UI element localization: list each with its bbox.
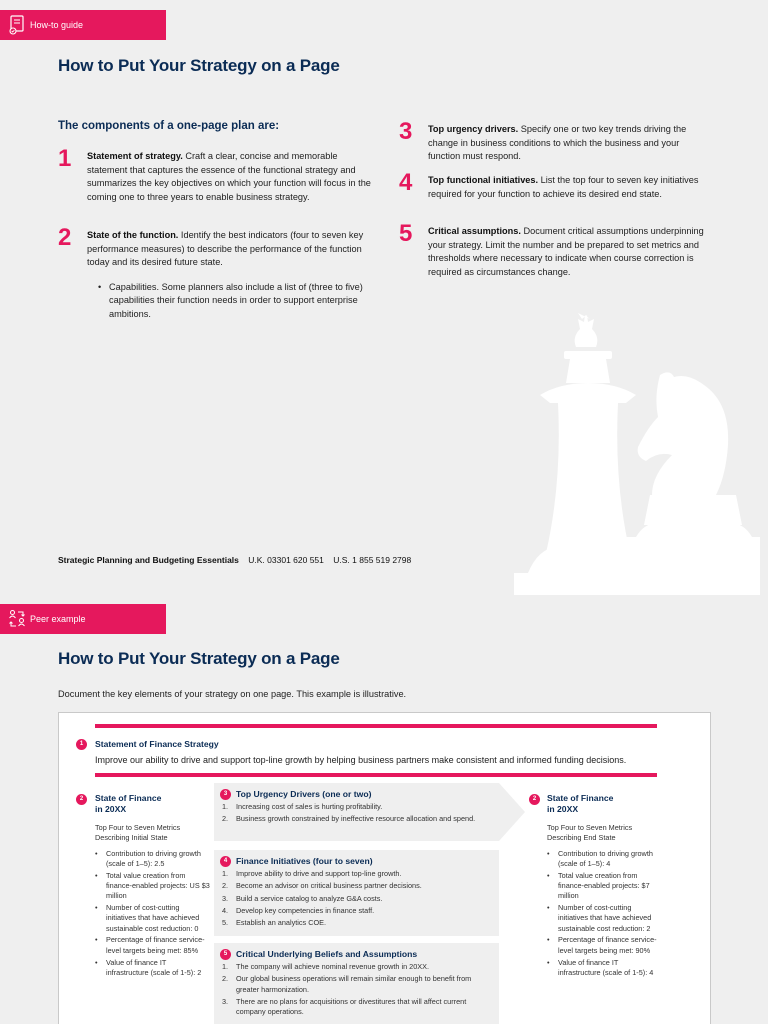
people-exchange-icon: [8, 609, 26, 629]
item-number: 1: [58, 145, 72, 172]
statement-text: Improve our ability to drive and support top-line growth by helping business partners make consistent and informed funding decisions.: [95, 755, 627, 765]
step-badge-4: 4: [220, 856, 231, 867]
footer-us-phone: U.S. 1 855 519 2798: [333, 555, 412, 565]
item-number: 1.: [222, 962, 229, 971]
step-badge-1: 1: [76, 739, 87, 750]
item-text: Improve ability to drive and support top-line growth.: [236, 869, 402, 878]
component-item-2: [58, 224, 377, 322]
tag-label: Peer example: [30, 614, 86, 624]
item-text: Document critical assumptions underpinning your strategy. Limit the number and be prepared to set metrics and thresholds where necessary to indicate when course correction is required as circumstances change.: [428, 226, 704, 277]
document-icon: [8, 15, 26, 35]
urgency-drivers-panel: [214, 783, 499, 841]
urgency-title-text: Top Urgency Drivers (one or two): [236, 789, 372, 799]
item-title: Top functional initiatives.: [428, 175, 539, 185]
item-text: Build a service catalog to analyze G&A costs.: [236, 893, 383, 903]
item-number: 2.: [222, 974, 229, 984]
title-line: State of Finance: [95, 793, 162, 803]
metric-item: • Total value creation from finance-enabled projects: US $3 million: [95, 871, 210, 902]
item-title: Critical assumptions.: [428, 226, 521, 236]
initiative-item: [222, 894, 492, 904]
footer-program-name: Strategic Planning and Budgeting Essentials: [58, 555, 239, 565]
item-text: Become an advisor on critical business partner decisions.: [236, 881, 422, 891]
beliefs-assumptions-panel: [214, 943, 499, 1024]
metric-item: • Contribution to driving growth (scale of 1–5): 4: [547, 849, 662, 870]
item-text: Establish an analytics COE.: [236, 918, 327, 928]
how-to-guide-tag: [0, 10, 166, 40]
peer-example-tag: [0, 604, 166, 634]
belief-item: [222, 974, 492, 995]
item-text: The company will achieve nominal revenue growth in 20XX.: [236, 962, 430, 971]
item-number: 3.: [222, 893, 229, 903]
item-number: 5.: [222, 918, 229, 928]
item-title: Top urgency drivers.: [428, 124, 519, 134]
item-number: 1.: [222, 869, 229, 878]
metrics-subtitle: [95, 823, 210, 844]
capabilities-bullet: • Capabilities. Some planners also include a list of (three to five) capabilities their function needs in order to support enterprise ambitions.: [98, 281, 377, 322]
title-line: State of Finance: [547, 793, 614, 803]
components-heading: The components of a one-page plan are:: [58, 120, 280, 132]
title-line: in 20XX: [95, 804, 127, 814]
initiative-item: [222, 906, 492, 916]
step-badge-2-left: 2: [76, 794, 87, 805]
initiatives-title-text: Finance Initiatives (four to seven): [236, 856, 373, 866]
beliefs-title: [220, 949, 417, 960]
item-number: 3.: [222, 996, 229, 1006]
item-text: Identify the best indicators (four to seven key performance measures) to describe the performance of the function today and its desired future state.: [87, 230, 364, 268]
item-title: State of the function.: [87, 230, 179, 240]
subtitle-line: Top Four to Seven Metrics: [547, 823, 633, 832]
footer-uk-phone: U.K. 03301 620 551: [248, 555, 324, 565]
step-badge-3: 3: [220, 789, 231, 800]
component-item-5: [399, 220, 713, 279]
item-number: 5: [399, 220, 413, 247]
item-text: Business growth constrained by ineffective resource allocation and spend.: [236, 814, 476, 824]
state-end-title: [547, 793, 613, 815]
title-line: in 20XX: [547, 804, 579, 814]
item-text: Craft a clear, concise and memorable statement that captures the essence of the functional strategy and summarizes the key objectives on which your function will focus in the coming one to three years to enable business strategy.: [87, 151, 371, 202]
state-initial-column: [95, 819, 210, 980]
item-number: 2.: [222, 881, 229, 891]
item-number: 1.: [222, 802, 229, 811]
item-text: List the top four to seven key initiatives required for your function to achieve its desired end state.: [428, 175, 699, 199]
metric-item: • Percentage of finance service-level targets being met: 85%: [95, 935, 210, 956]
item-number: 4: [399, 169, 413, 196]
step-badge-2-right: 2: [529, 794, 540, 805]
page-title: How to Put Your Strategy on a Page: [58, 56, 340, 75]
urgency-item: [222, 802, 492, 812]
statement-title: Statement of Finance Strategy: [95, 739, 219, 749]
item-text: Develop key competencies in finance staff.: [236, 905, 375, 915]
step-badge-5: 5: [220, 949, 231, 960]
urgency-arrow: [499, 783, 525, 841]
chess-pieces-illustration: [500, 305, 760, 595]
intro-text: Document the key elements of your strategy on one page. This example is illustrative.: [58, 689, 407, 699]
metrics-subtitle: [547, 823, 662, 844]
state-end-column: [547, 819, 662, 980]
item-title: Statement of strategy.: [87, 151, 183, 161]
initiative-item: [222, 881, 492, 891]
statement-divider: [95, 773, 657, 777]
initiative-item: [222, 918, 492, 928]
item-number: 2: [58, 224, 72, 251]
subtitle-line: Describing Initial State: [95, 833, 168, 843]
item-number: 3: [399, 118, 413, 145]
component-item-4: [399, 169, 713, 201]
metric-item: • Total value creation from finance-enabled projects: $7 million: [547, 871, 662, 902]
metric-item: • Value of finance IT infrastructure (scale of 1-5): 4: [547, 958, 662, 979]
urgency-item: [222, 814, 492, 824]
item-number: 4.: [222, 905, 229, 915]
metric-item: • Contribution to driving growth (scale of 1–5): 2.5: [95, 849, 210, 870]
subtitle-line: Top Four to Seven Metrics: [95, 823, 181, 832]
initiative-item: [222, 869, 492, 879]
top-divider: [95, 724, 657, 728]
finance-initiatives-panel: [214, 850, 499, 936]
page-title: How to Put Your Strategy on a Page: [58, 649, 340, 668]
item-text: Increasing cost of sales is hurting profitability.: [236, 802, 383, 811]
item-number: 2.: [222, 814, 229, 824]
subtitle-line: Describing End State: [547, 833, 616, 843]
item-text: Specify one or two key trends driving the change in business conditions to which the business and your function must respond.: [428, 124, 687, 162]
metric-item: • Number of cost-cutting initiatives that have achieved sustainable cost reduction: 0: [95, 903, 210, 934]
belief-item: [222, 962, 492, 972]
tag-label: How-to guide: [30, 20, 84, 30]
metric-item: • Value of finance IT infrastructure (scale of 1-5): 2: [95, 958, 210, 979]
strategy-on-a-page-card: [58, 712, 711, 1024]
beliefs-title-text: Critical Underlying Beliefs and Assumptions: [236, 949, 418, 959]
component-item-1: [58, 145, 377, 204]
page-peer-example: [0, 595, 768, 1024]
initiatives-title: [220, 856, 373, 867]
belief-item: [222, 997, 492, 1018]
metric-item: • Number of cost-cutting initiatives that have achieved sustainable cost reduction: 2: [547, 903, 662, 934]
item-text: There are no plans for acquisitions or divestitures that will affect current company operations.: [236, 996, 467, 1017]
metric-item: • Percentage of finance service-level targets being met: 90%: [547, 935, 662, 956]
urgency-title: [220, 789, 371, 800]
page-footer: [58, 555, 418, 565]
item-text: Our global business operations will remain similar enough to benefit from greater harmonization.: [236, 974, 472, 994]
component-item-3: [399, 118, 713, 164]
state-initial-title: [95, 793, 161, 815]
